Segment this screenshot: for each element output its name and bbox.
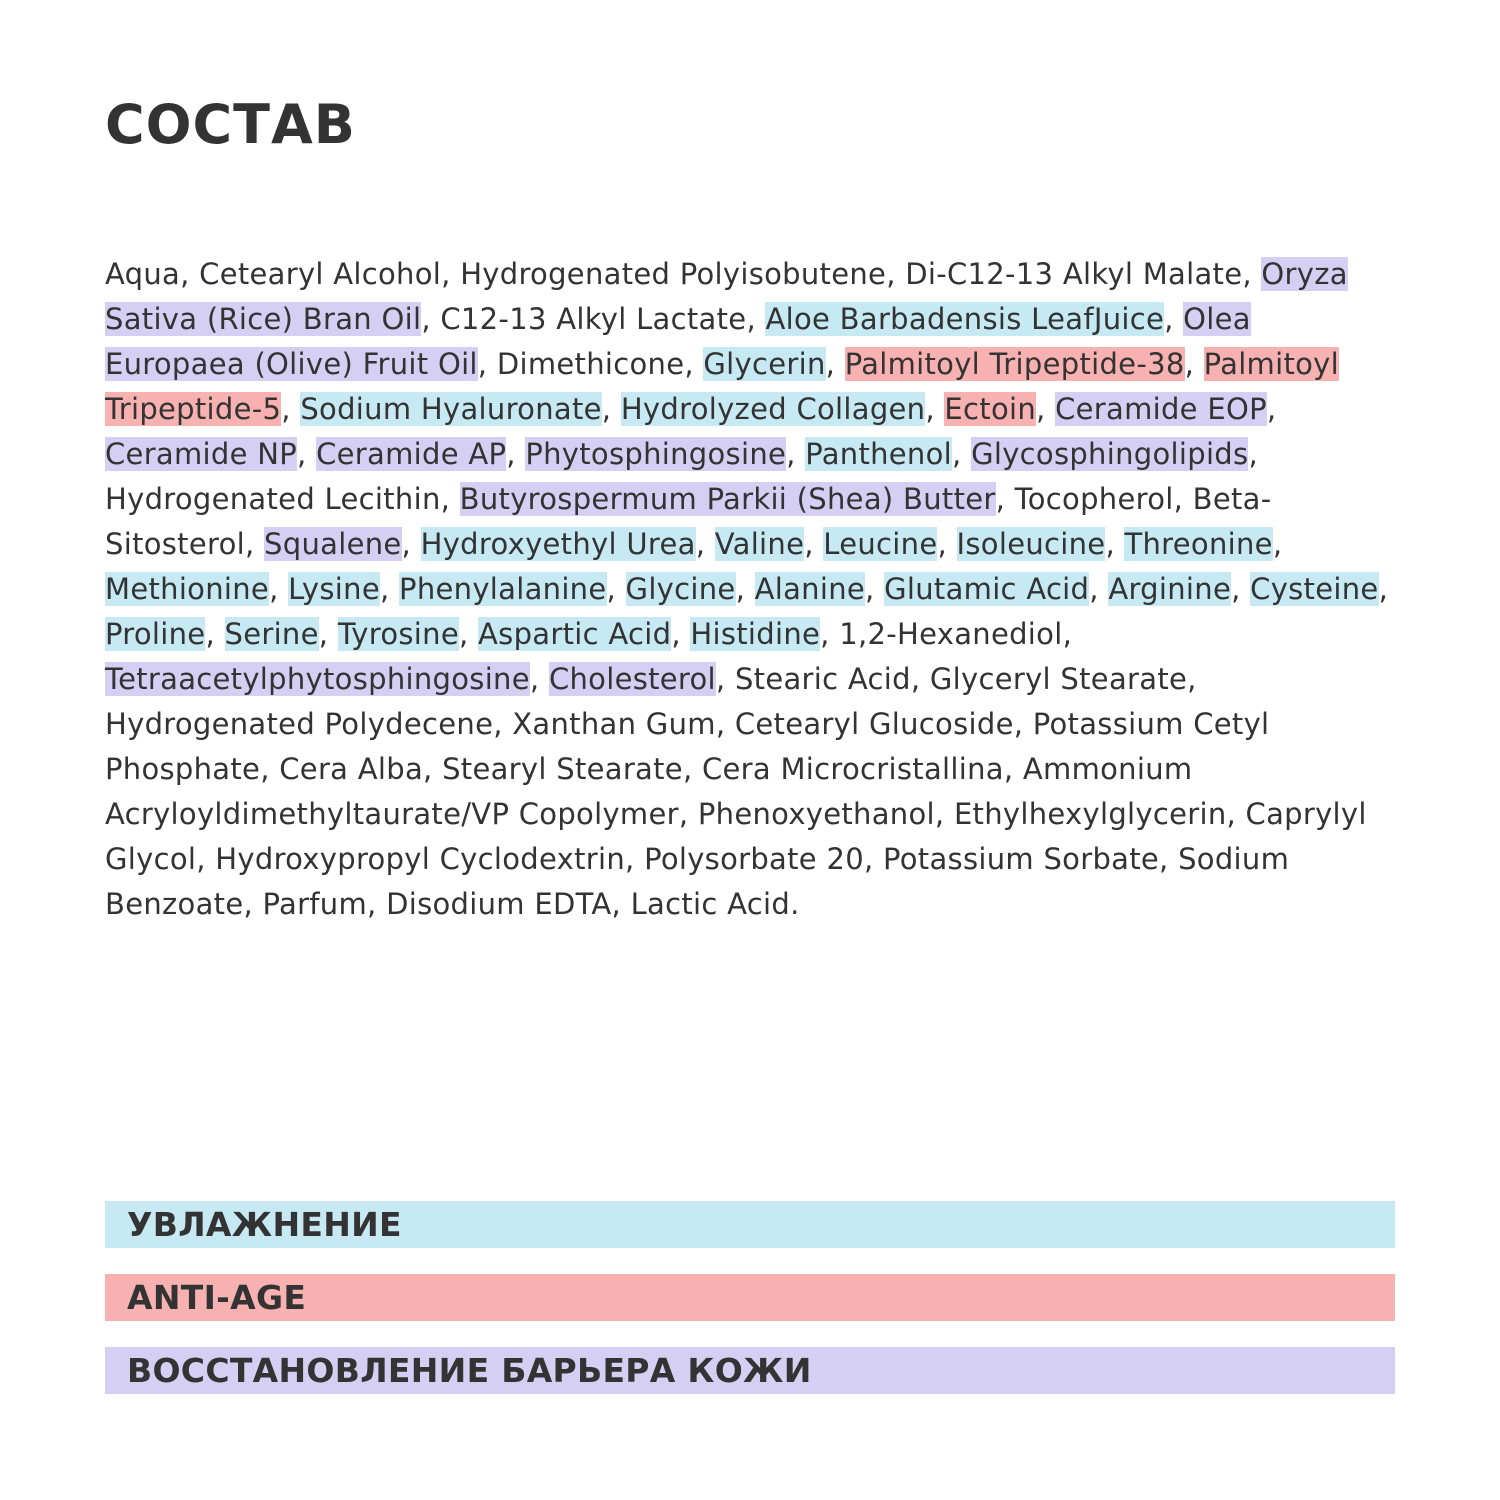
ingredient: Phenoxyethanol (697, 797, 935, 831)
ingredient: Glycosphingolipids (971, 437, 1249, 471)
ingredient: Lysine (288, 572, 380, 606)
ingredient: Stearic Acid (734, 662, 911, 696)
ingredient: Cetearyl Alcohol (199, 257, 442, 291)
ingredient: Disodium EDTA (386, 887, 612, 921)
ingredient: Aspartic Acid (478, 617, 672, 651)
ingredient: Aloe Barbadensis LeafJuice (765, 302, 1165, 336)
legend-item-moisturizing (105, 1201, 1395, 1248)
ingredient: Hydroxyethyl Urea (420, 527, 696, 561)
ingredient: Sodium Benzoate (105, 842, 1290, 921)
ingredient: Ceramide EOP (1055, 392, 1267, 426)
ingredient: Cysteine (1250, 572, 1379, 606)
ingredient: Tetraacetylphytosphingosine (105, 662, 530, 696)
legend-label: УВЛАЖНЕНИЕ (127, 1205, 402, 1244)
ingredient: Tyrosine (337, 617, 459, 651)
ingredient: Phenylalanine (399, 572, 607, 606)
ingredient: Serine (224, 617, 319, 651)
ingredient: Ectoin (944, 392, 1037, 426)
ingredient: C12-13 Alkyl Lactate (440, 302, 747, 336)
page-title: СОСТАВ (105, 93, 356, 156)
ingredient: 1,2-Hexanediol (839, 617, 1063, 651)
ingredient: Caprylyl Glycol (105, 797, 1367, 876)
ingredient: Valine (714, 527, 805, 561)
ingredient: Glyceryl Stearate (929, 662, 1188, 696)
ingredient: Sodium Hyaluronate (300, 392, 602, 426)
ingredient: Cholesterol (548, 662, 716, 696)
ingredient: Alanine (754, 572, 866, 606)
ingredient: Polysorbate 20 (644, 842, 864, 876)
ingredient: Hydrogenated Lecithin (105, 482, 441, 516)
ingredient: Aqua (105, 257, 181, 291)
ingredient: Histidine (690, 617, 821, 651)
ingredient: Beta-Sitosterol (105, 482, 1272, 561)
ingredient: Hydroxypropyl Cyclodextrin (215, 842, 626, 876)
ingredient: Butyrospermum Parkii (Shea) Butter (459, 482, 996, 516)
ingredient: Parfum (262, 887, 368, 921)
legend-label: ВОССТАНОВЛЕНИЕ БАРЬЕРА КОЖИ (127, 1351, 812, 1390)
ingredient: Olea Europaea (Olive) Fruit Oil (105, 302, 1251, 381)
ingredient: Lactic Acid (630, 887, 791, 921)
ingredient: Leucine (823, 527, 938, 561)
ingredient: Di-C12-13 Alkyl Malate (905, 257, 1243, 291)
ingredient: Cera Alba (279, 752, 424, 786)
ingredient-list: Aqua, Cetearyl Alcohol, Hydrogenated Polyisobutene, Di-C12-13 Alkyl Malate, Oryza Sativa (Rice) Bran Oil, C12-13 Alkyl Lactate, Aloe Barbadensis LeafJuice, Olea Europaea (Olive) Fruit Oil, Dimethicone, Glycerin, Palmitoyl Tripeptide-38, Palmitoyl Tripeptide-5, Sodium Hyaluronate, Hydrolyzed Collagen, Ectoin, Ceramide EOP, Ceramide NP, Ceramide AP, Phytosphingosine, Panthenol, Glycosphingolipids, Hydrogenated Lecithin, Butyrospermum Parkii (Shea) Butter, Tocopherol, Beta-Sitosterol, Squalene, Hydroxyethyl Urea, Valine, Leucine, Isoleucine, Threonine, Methionine, Lysine, Phenylalanine, Glycine, Alanine, Glutamic Acid, Arginine, Cysteine, Proline, Serine, Tyrosine, Aspartic Acid, Histidine, 1,2-Hexanediol, Tetraacetylphytosphingosine, Cholesterol, Stearic Acid, Glyceryl Stearate, Hydrogenated Polydecene, Xanthan Gum, Cetearyl Glucoside, Potassium Cetyl Phosphate, Cera Alba, Stearyl Stearate, Cera Microcristallina, Ammonium Acryloyldimethyltaurate/VP Copolymer, Phenoxyethanol, Ethylhexylglycerin, Caprylyl Glycol, Hydroxypropyl Cyclodextrin, Polysorbate 20, Potassium Sorbate, Sodium Benzoate, Parfum, Disodium EDTA, Lactic Acid. (105, 257, 1389, 921)
ingredient: Stearyl Stearate (442, 752, 683, 786)
ingredient: Palmitoyl Tripeptide-38 (844, 347, 1185, 381)
ingredient: Threonine (1124, 527, 1273, 561)
ingredient: Palmitoyl Tripeptide-5 (105, 347, 1339, 426)
ingredient: Ceramide AP (316, 437, 507, 471)
ingredient: Glycerin (703, 347, 826, 381)
ingredient: Methionine (105, 572, 270, 606)
ingredient: Panthenol (805, 437, 953, 471)
ingredient: Potassium Cetyl Phosphate (105, 707, 1270, 786)
legend (105, 1201, 1395, 1420)
ingredient: Ammonium Acryloyldimethyltaurate/VP Copolymer (105, 752, 1193, 831)
ingredient: Glycine (625, 572, 736, 606)
ingredient: Tocopherol (1014, 482, 1174, 516)
ingredient: Dimethicone (496, 347, 685, 381)
legend-item-barrier (105, 1347, 1395, 1394)
ingredient: Squalene (264, 527, 402, 561)
ingredient: Hydrogenated Polyisobutene (460, 257, 887, 291)
ingredient: Cetearyl Glucoside (734, 707, 1014, 741)
ingredient: Ceramide NP (105, 437, 298, 471)
legend-label: ANTI-AGE (127, 1278, 307, 1317)
ingredient: Glutamic Acid (884, 572, 1090, 606)
ingredient: Hydrogenated Polydecene (105, 707, 494, 741)
ingredient: Phytosphingosine (525, 437, 787, 471)
ingredient: Xanthan Gum (512, 707, 716, 741)
ingredient: Arginine (1108, 572, 1232, 606)
legend-item-anti-age (105, 1274, 1395, 1321)
ingredient: Cera Microcristallina (701, 752, 1004, 786)
ingredient: Potassium Sorbate (883, 842, 1160, 876)
ingredient: Hydrolyzed Collagen (620, 392, 926, 426)
ingredient: Proline (105, 617, 206, 651)
ingredient: Oryza Sativa (Rice) Bran Oil (105, 257, 1348, 336)
ingredient: Isoleucine (956, 527, 1106, 561)
ingredient: Ethylhexylglycerin (953, 797, 1227, 831)
